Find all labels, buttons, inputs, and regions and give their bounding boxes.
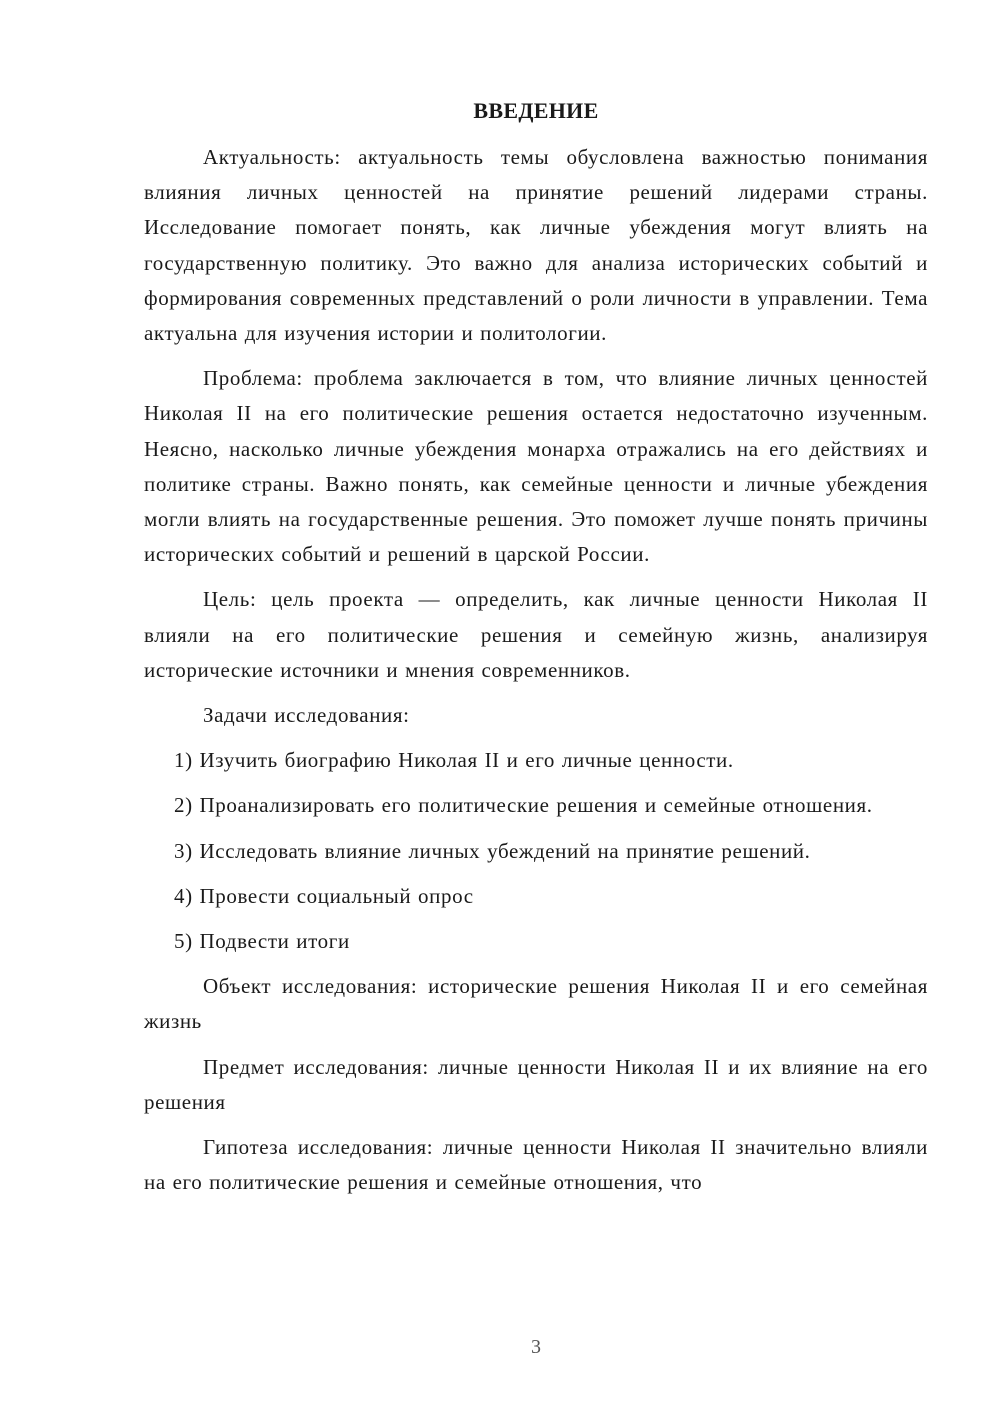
paragraph-hypothesis: Гипотеза исследования: личные ценности Николая II значительно влияли на его политические решения и семейные отношения, что: [144, 1135, 928, 1195]
paragraph-problem: Проблема: проблема заключается в том, что влияние личных ценностей Николая II на его политические решения остается недостаточно изученным. Неясно, насколько личные убеждения монарха отражались на его действиях и политике страны. Важно понять, как семейные ценности и личные убеждения могли влиять на государственные решения. Это поможет лучше понять причины исторических событий и решений в царской России.: [144, 366, 928, 567]
paragraph-subject: Предмет исследования: личные ценности Николая II и их влияние на его решения: [144, 1054, 928, 1114]
tasks-label: Задачи исследования:: [203, 703, 410, 728]
page-number: 3: [531, 1336, 541, 1358]
document-page: [144, 0, 928, 1414]
paragraph-relevance: Актуальность: актуальность темы обусловлена важностью понимания влияния личных ценностей на принятие решений лидерами страны. Исследование помогает понять, как личные убеждения могут влиять на государственную политику. Это важно для анализа исторических событий и формирования современных представлений о роли личности в управлении. Тема актуальна для изучения истории и политологии.: [144, 145, 928, 346]
section-heading: ВВЕДЕНИЕ: [473, 98, 599, 123]
task-item-2: 2) Проанализировать его политические решения и семейные отношения.: [174, 793, 873, 818]
task-item-4: 4) Провести социальный опрос: [174, 883, 474, 908]
body-text: [144, 140, 928, 1210]
paragraph-goal: Цель: цель проекта — определить, как личные ценности Николая II влияли на его политические решения и семейную жизнь, анализируя исторические источники и мнения современников.: [144, 587, 928, 682]
task-item-5: 5) Подвести итоги: [174, 929, 350, 954]
task-item-3: 3) Исследовать влияние личных убеждений на принятие решений.: [174, 838, 811, 863]
task-item-1: 1) Изучить биографию Николая II и его личные ценности.: [174, 748, 734, 773]
paragraph-object: Объект исследования: исторические решения Николая II и его семейная жизнь: [144, 974, 928, 1034]
